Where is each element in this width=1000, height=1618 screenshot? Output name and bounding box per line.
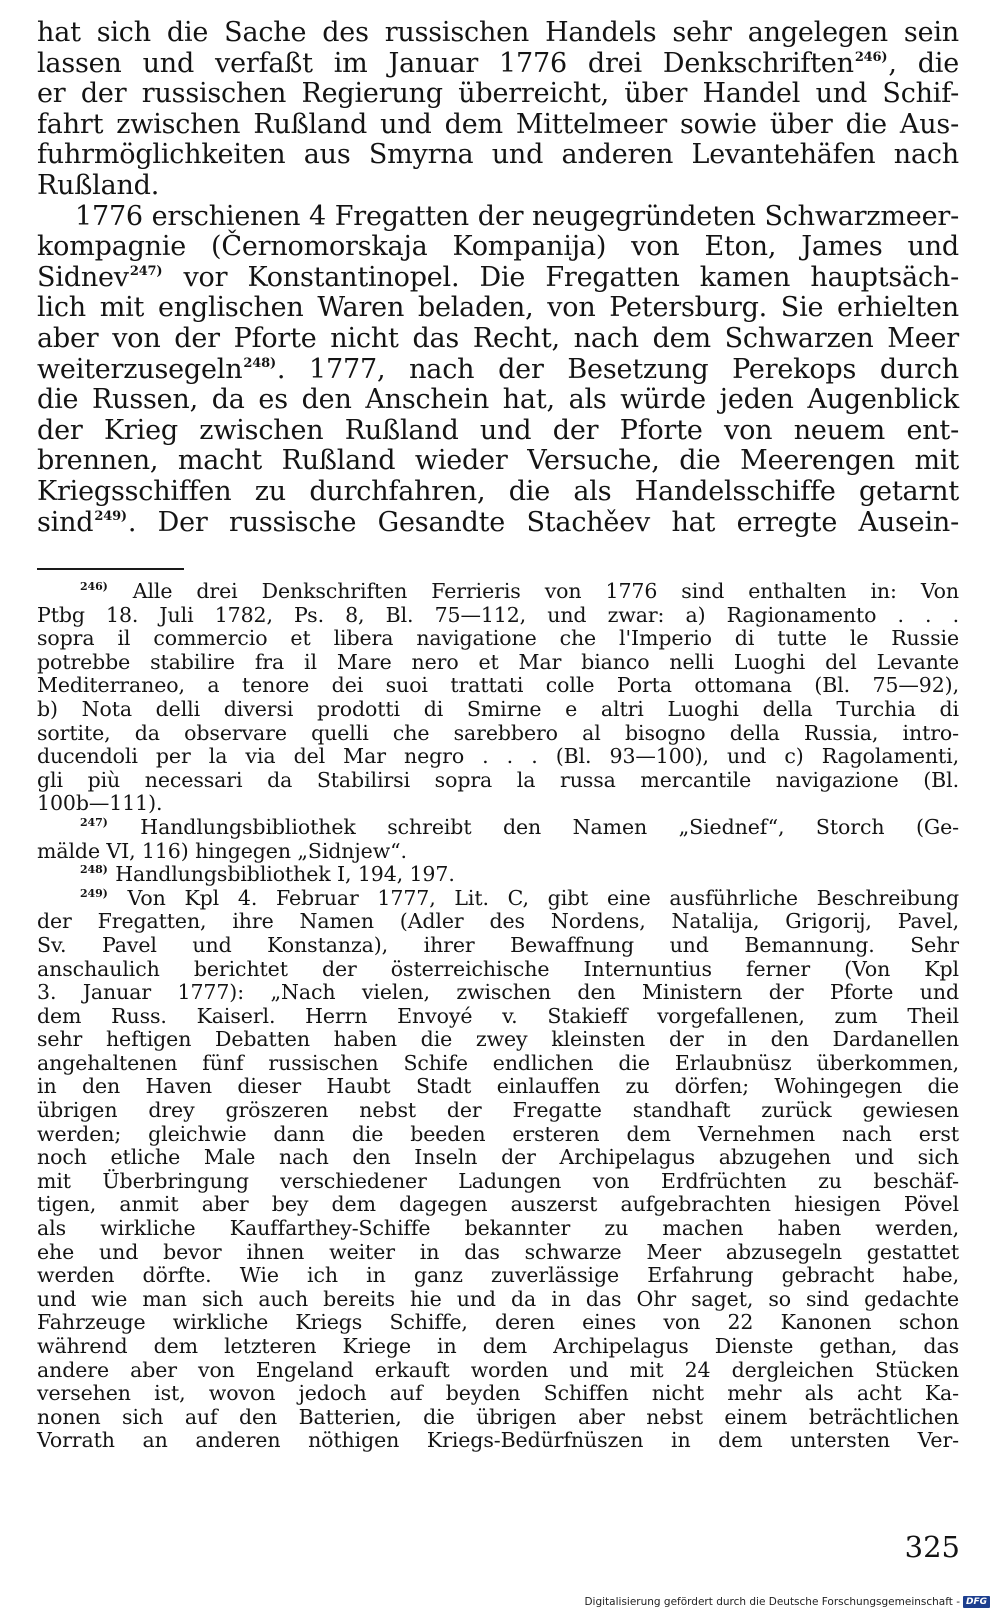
body-text-line	[37, 110, 959, 141]
footnote-marker: 246)	[854, 49, 888, 65]
footnote-marker: 247)	[80, 815, 108, 829]
text-run: Fahrzeuge wirkliche Kriegs Schiffe, deren eines von 22 Kanonen schon	[37, 1310, 959, 1335]
footnote-line	[37, 1146, 959, 1170]
text-run: Alle drei Denkschriften Ferrieris von 1776 sind enthalten in: Von	[108, 579, 959, 603]
text-run: er der russischen Regierung überreicht, über Handel und Schif-	[37, 78, 959, 110]
footnote-marker: 249)	[94, 508, 127, 524]
text-run: und wie man sich auch bereits hie und da in das Ohr saget, so sind gedachte	[37, 1286, 959, 1311]
text-run: , die	[888, 47, 959, 79]
footnote-line	[37, 910, 959, 934]
text-run: noch etliche Male nach den Inseln der Archipelagus abzugehen und sich	[37, 1145, 959, 1170]
footnote-line	[37, 722, 959, 746]
text-run: Ptbg 18. Juli 1782, Ps. 8, Bl. 75—112, und zwar: a) Ragionamento . . .	[37, 602, 959, 627]
footnote-separator-rule	[37, 568, 184, 570]
page-number: 325	[904, 1530, 960, 1564]
text-run: Rußland.	[37, 169, 160, 201]
text-run: mälde VI, 116) hingegen „Sidnjew“.	[37, 838, 407, 863]
body-text-line	[37, 171, 959, 202]
text-run: fuhrmöglichkeiten aus Smyrna und anderen Levantehäfen nach	[37, 139, 959, 171]
footnotes-block	[37, 580, 959, 1453]
footnote-line	[37, 934, 959, 958]
text-run: der Krieg zwischen Rußland und der Pforte von neuem ent-	[37, 414, 959, 446]
text-run: ducendoli per la via del Mar negro . . . (Bl. 93—100), und c) Ragolamenti,	[37, 744, 959, 769]
text-run: . Der russische Gesandte Stachěev hat erregte Ausein-	[127, 506, 959, 538]
text-run: Von Kpl 4. Februar 1777, Lit. C, gibt eine ausführliche Beschreibung	[108, 885, 959, 910]
text-run: sind	[37, 506, 94, 538]
footnote-line	[37, 698, 959, 722]
text-run: Mediterraneo, a tenore dei suoi trattati colle Porta ottomana (Bl. 75—92),	[37, 673, 959, 698]
text-run: potrebbe stabilire fra il Mare nero et Mar bianco nelli Luoghi del Levante	[37, 649, 959, 674]
text-run: b) Nota delli diversi prodotti di Smirne e altri Luoghi della Turchia di	[37, 696, 959, 721]
text-run: gli più necessari da Stabilirsi sopra la russa mercantile navigazione (Bl.	[37, 767, 959, 792]
footer-credit-text: Digitalisierung gefördert durch die Deutsche Forschungsgemeinschaft -	[584, 1596, 960, 1608]
body-text-line	[37, 18, 959, 49]
text-run: 1776 erschienen 4 Fregatten der neugegründeten Schwarzmeer-	[75, 200, 959, 232]
text-run: kompagnie (Černomorskaja Kompanija) von Eton, James und	[37, 231, 959, 263]
footnote-line	[37, 1382, 959, 1406]
body-text-line	[37, 293, 959, 324]
footnote-line	[37, 604, 959, 628]
text-run: Kriegsschiffen zu durchfahren, die als Handelsschiffe getarnt	[37, 475, 959, 507]
body-text-line	[37, 355, 959, 386]
footnote-line	[37, 1123, 959, 1147]
body-text-line	[37, 232, 959, 263]
text-run: andere aber von Engeland erkauft worden und mit 24 dergleichen Stücken	[37, 1357, 959, 1382]
body-text-line	[37, 49, 959, 80]
digitization-footer	[584, 1594, 990, 1610]
text-run: hat sich die Sache des russischen Handels sehr angelegen sein	[37, 17, 959, 48]
footnote-line	[37, 958, 959, 982]
footnote-line	[37, 1052, 959, 1076]
text-run: brennen, macht Rußland wieder Versuche, die Meerengen mit	[37, 445, 959, 477]
text-run: fahrt zwischen Rußland und dem Mittelmeer sowie über die Aus-	[37, 108, 959, 140]
text-run: der Fregatten, ihre Namen (Adler des Nordens, Natalija, Grigorij, Pavel,	[37, 909, 959, 934]
footnote-line	[37, 1335, 959, 1359]
body-text-line	[37, 446, 959, 477]
footnote-line	[37, 1311, 959, 1335]
text-run: 3. Januar 1777): „Nach vielen, zwischen den Ministern der Pforte und	[37, 980, 959, 1005]
footnote-line	[37, 1406, 959, 1430]
text-run: werden dörfte. Wie ich in ganz zuverlässige Erfahrung gebracht habe,	[37, 1263, 959, 1288]
body-text-line	[37, 385, 959, 416]
text-run: aber von der Pforte nicht das Recht, nach dem Schwarzen Meer	[37, 322, 959, 354]
footnote-line	[37, 674, 959, 698]
text-run: sortite, da observare quelli che sarebbero al bisogno della Russia, intro-	[37, 720, 959, 745]
body-text-line	[37, 202, 959, 233]
footnote-marker: 248)	[243, 355, 276, 371]
text-run: dem Russ. Kaiserl. Herrn Envoyé v. Stakieff vorgefallenen, zum Theil	[37, 1003, 959, 1028]
body-text-line	[37, 140, 959, 171]
footnote-line	[37, 769, 959, 793]
text-run: Handlungsbibliothek schreibt den Namen „Siednef“, Storch (Ge-	[108, 814, 959, 839]
footnote-line	[37, 580, 959, 604]
footnote-line	[37, 1028, 959, 1052]
text-run: lich mit englischen Waren beladen, von Petersburg. Sie erhielten	[37, 292, 959, 324]
footnote-line	[37, 1075, 959, 1099]
footnote-line	[37, 863, 959, 887]
footnote-line	[37, 981, 959, 1005]
text-run: mit Überbringung verschiedener Ladungen von Erdfrüchten zu beschäf-	[37, 1168, 959, 1193]
text-run: übrigen drey gröszeren nebst der Fregatte standhaft zurück gewiesen	[37, 1098, 959, 1123]
footnote-line	[37, 1217, 959, 1241]
body-text-line	[37, 508, 959, 539]
text-run: tigen, anmit aber bey dem dagegen auszerst aufgebrachten hiesigen Pövel	[37, 1192, 959, 1217]
text-run: in den Haven dieser Haubt Stadt einlauffen zu dörfen; Wohingegen die	[37, 1074, 959, 1099]
text-run: sehr heftigen Debatten haben die zwey kleinsten der in den Dardanellen	[37, 1027, 959, 1052]
body-text-line	[37, 324, 959, 355]
footnote-line	[37, 651, 959, 675]
text-run: 100b—111).	[37, 791, 163, 816]
footnote-line	[37, 1264, 959, 1288]
text-run: werden; gleichwie dann die beeden ersteren dem Vernehmen nach erst	[37, 1121, 959, 1146]
text-run: ehe und bevor ihnen weiter in das schwarze Meer abzusegeln gestattet	[37, 1239, 959, 1264]
main-text-block	[37, 18, 959, 538]
footnote-line	[37, 745, 959, 769]
text-run: als wirkliche Kauffarthey-Schiffe bekannter zu machen haben werden,	[37, 1216, 959, 1241]
text-run: weiterzusegeln	[37, 353, 243, 385]
footnote-line	[37, 1005, 959, 1029]
footnote-marker: 246)	[80, 580, 108, 593]
text-run: . 1777, nach der Besetzung Perekops durch	[276, 353, 959, 385]
footnote-line	[37, 627, 959, 651]
text-run: vor Konstantinopel. Die Fregatten kamen hauptsäch-	[163, 261, 959, 293]
body-text-line	[37, 263, 959, 294]
footnote-line	[37, 1099, 959, 1123]
footnote-line	[37, 816, 959, 840]
footnote-marker: 247)	[129, 263, 163, 279]
text-run: nonen sich auf den Batterien, die übrigen aber nebst einem beträchtlichen	[37, 1404, 959, 1429]
text-run: die Russen, da es den Anschein hat, als würde jeden Augenblick	[37, 384, 959, 416]
text-run: während dem letzteren Kriege in dem Archipelagus Dienste gethan, das	[37, 1334, 959, 1358]
text-run: Sidnev	[37, 261, 129, 293]
dfg-logo: DFG	[963, 1596, 990, 1608]
footnote-line	[37, 840, 959, 864]
footnote-line	[37, 792, 959, 816]
footnote-line	[37, 1241, 959, 1265]
footnote-line	[37, 887, 959, 911]
footnote-line	[37, 1429, 959, 1453]
text-run: Sv. Pavel und Konstanza), ihrer Bewaffnung und Bemannung. Sehr	[37, 932, 959, 957]
text-run: lassen und verfaßt im Januar 1776 drei Denkschriften	[37, 47, 854, 79]
footnote-marker: 248)	[80, 863, 108, 877]
footnote-line	[37, 1288, 959, 1312]
body-text-line	[37, 79, 959, 110]
text-run: anschaulich berichtet der österreichische Internuntius ferner (Von Kpl	[37, 956, 959, 981]
body-text-line	[37, 477, 959, 508]
footnote-line	[37, 1170, 959, 1194]
footnote-line	[37, 1193, 959, 1217]
text-run: versehen ist, wovon jedoch auf beyden Schiffen nicht mehr als acht Ka-	[37, 1381, 959, 1406]
text-run: Vorrath an anderen nöthigen Kriegs-Bedürfnüszen in dem untersten Ver-	[37, 1428, 959, 1453]
text-run: sopra il commercio et libera navigatione che l'Imperio di tutte le Russie	[37, 626, 959, 651]
body-text-line	[37, 416, 959, 447]
footnote-line	[37, 1359, 959, 1383]
footnote-marker: 249)	[80, 886, 108, 900]
text-run: Handlungsbibliothek I, 194, 197.	[108, 862, 455, 887]
text-run: angehaltenen fünf russischen Schife endlichen die Erlaubnüsz überkommen,	[37, 1050, 959, 1075]
